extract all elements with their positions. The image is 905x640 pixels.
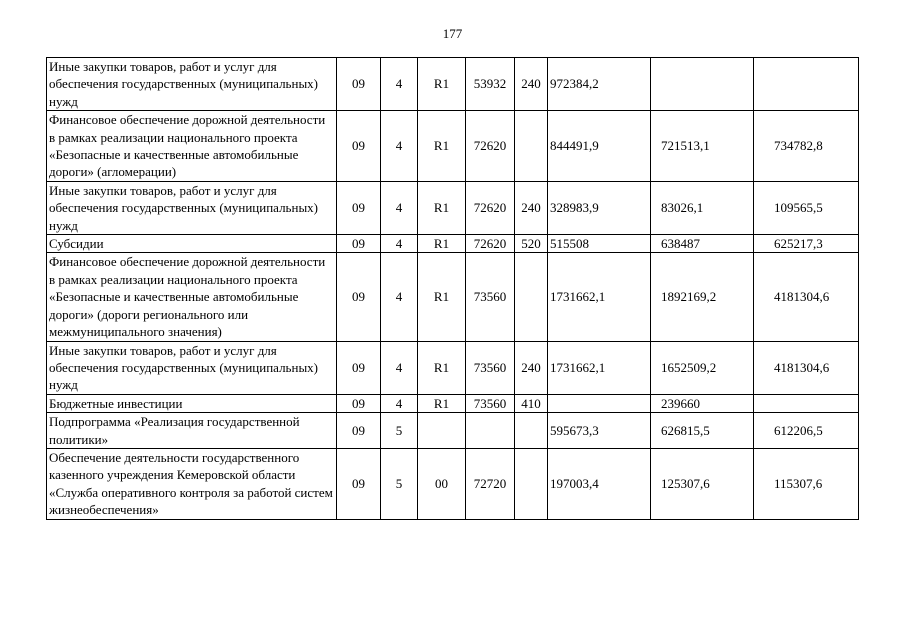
row-direction-code: 72620 xyxy=(466,235,515,253)
row-value-3: 625217,3 xyxy=(754,235,859,253)
row-subprogram-code: 4 xyxy=(381,341,418,394)
row-value-1: 595673,3 xyxy=(548,413,651,449)
row-section-code: 09 xyxy=(337,235,381,253)
row-value-3: 109565,5 xyxy=(754,181,859,234)
row-value-2: 1652509,2 xyxy=(651,341,754,394)
row-project-code: R1 xyxy=(418,181,466,234)
row-subprogram-code: 5 xyxy=(381,448,418,519)
row-name: Подпрограмма «Реализация государственной политики» xyxy=(47,413,337,449)
row-value-1: 972384,2 xyxy=(548,58,651,111)
row-subprogram-code: 4 xyxy=(381,394,418,412)
row-value-2: 125307,6 xyxy=(651,448,754,519)
row-section-code: 09 xyxy=(337,413,381,449)
row-name: Субсидии xyxy=(47,235,337,253)
row-direction-code: 72620 xyxy=(466,181,515,234)
row-name: Финансовое обеспечение дорожной деятельности в рамках реализации национального проекта «Безопасные и качественные автомобильные дороги» (дороги регионального или межмуниципального значения) xyxy=(47,253,337,341)
row-value-1: 844491,9 xyxy=(548,111,651,182)
row-name: Иные закупки товаров, работ и услуг для обеспечения государственных (муниципальных) нужд xyxy=(47,58,337,111)
row-name: Обеспечение деятельности государственного казенного учреждения Кемеровской области «Служба оперативного контроля за работой систем жизнеобеспечения» xyxy=(47,448,337,519)
row-name: Иные закупки товаров, работ и услуг для обеспечения государственных (муниципальных) нужд xyxy=(47,341,337,394)
table-row xyxy=(47,58,859,111)
row-section-code: 09 xyxy=(337,448,381,519)
row-value-3 xyxy=(754,58,859,111)
row-section-code: 09 xyxy=(337,111,381,182)
row-value-3: 115307,6 xyxy=(754,448,859,519)
row-section-code: 09 xyxy=(337,181,381,234)
row-name: Иные закупки товаров, работ и услуг для обеспечения государственных (муниципальных) нужд xyxy=(47,181,337,234)
row-value-1: 1731662,1 xyxy=(548,253,651,341)
row-subprogram-code: 4 xyxy=(381,253,418,341)
row-value-1: 515508 xyxy=(548,235,651,253)
row-value-3 xyxy=(754,394,859,412)
table-row xyxy=(47,235,859,253)
page-number: 177 xyxy=(442,26,463,41)
row-value-2: 721513,1 xyxy=(651,111,754,182)
table-row xyxy=(47,181,859,234)
row-value-3: 4181304,6 xyxy=(754,341,859,394)
row-direction-code: 53932 xyxy=(466,58,515,111)
row-project-code: R1 xyxy=(418,341,466,394)
table-row xyxy=(47,341,859,394)
row-subprogram-code: 4 xyxy=(381,235,418,253)
row-direction-code: 73560 xyxy=(466,341,515,394)
row-direction-code xyxy=(466,413,515,449)
row-name: Финансовое обеспечение дорожной деятельности в рамках реализации национального проекта «Безопасные и качественные автомобильные дороги» (агломерации) xyxy=(47,111,337,182)
row-expense-kind xyxy=(515,448,548,519)
row-direction-code: 73560 xyxy=(466,253,515,341)
row-section-code: 09 xyxy=(337,58,381,111)
table-body xyxy=(47,58,859,520)
row-subprogram-code: 4 xyxy=(381,58,418,111)
table-row xyxy=(47,111,859,182)
row-expense-kind: 240 xyxy=(515,58,548,111)
row-value-3: 734782,8 xyxy=(754,111,859,182)
row-value-2 xyxy=(651,58,754,111)
row-direction-code: 72620 xyxy=(466,111,515,182)
row-expense-kind xyxy=(515,253,548,341)
row-value-1: 328983,9 xyxy=(548,181,651,234)
row-section-code: 09 xyxy=(337,394,381,412)
row-value-2: 83026,1 xyxy=(651,181,754,234)
row-subprogram-code: 4 xyxy=(381,181,418,234)
row-project-code: R1 xyxy=(418,253,466,341)
row-project-code: 00 xyxy=(418,448,466,519)
row-value-1: 1731662,1 xyxy=(548,341,651,394)
row-expense-kind xyxy=(515,111,548,182)
row-subprogram-code: 5 xyxy=(381,413,418,449)
row-project-code: R1 xyxy=(418,58,466,111)
row-value-1 xyxy=(548,394,651,412)
row-expense-kind: 240 xyxy=(515,341,548,394)
row-name: Бюджетные инвестиции xyxy=(47,394,337,412)
table-row xyxy=(47,253,859,341)
table-row xyxy=(47,413,859,449)
row-value-1: 197003,4 xyxy=(548,448,651,519)
budget-table xyxy=(46,57,859,520)
row-project-code: R1 xyxy=(418,394,466,412)
row-section-code: 09 xyxy=(337,253,381,341)
row-value-2: 1892169,2 xyxy=(651,253,754,341)
row-expense-kind: 520 xyxy=(515,235,548,253)
row-direction-code: 73560 xyxy=(466,394,515,412)
row-value-2: 626815,5 xyxy=(651,413,754,449)
row-value-3: 4181304,6 xyxy=(754,253,859,341)
row-section-code: 09 xyxy=(337,341,381,394)
table-row xyxy=(47,448,859,519)
table-row xyxy=(47,394,859,412)
row-direction-code: 72720 xyxy=(466,448,515,519)
row-project-code: R1 xyxy=(418,235,466,253)
row-expense-kind: 410 xyxy=(515,394,548,412)
row-expense-kind: 240 xyxy=(515,181,548,234)
row-project-code xyxy=(418,413,466,449)
row-project-code: R1 xyxy=(418,111,466,182)
row-value-2: 239660 xyxy=(651,394,754,412)
row-value-2: 638487 xyxy=(651,235,754,253)
row-expense-kind xyxy=(515,413,548,449)
row-value-3: 612206,5 xyxy=(754,413,859,449)
row-subprogram-code: 4 xyxy=(381,111,418,182)
